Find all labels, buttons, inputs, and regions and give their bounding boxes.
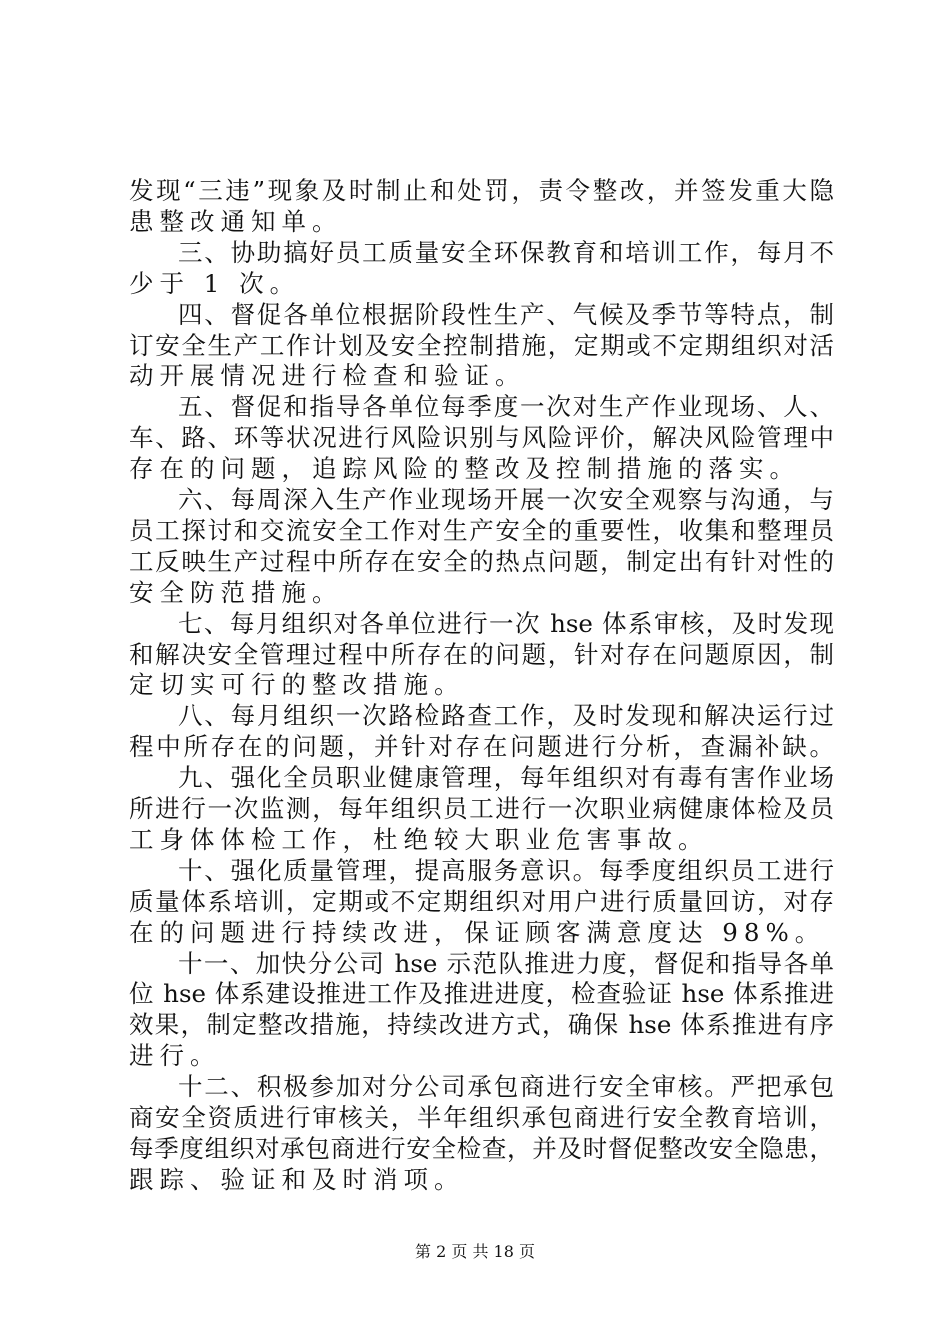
text-line: 安全防范措施。 xyxy=(129,577,343,607)
text-line: 位 hse 体系建设推进工作及推进进度，检查验证 hse 体系推进 xyxy=(129,979,834,1009)
text-line: 所进行一次监测，每年组织员工进行一次职业病健康体检及员 xyxy=(129,794,834,823)
text-line: 七、每月组织对各单位进行一次 hse 体系审核，及时发现 xyxy=(178,608,834,638)
text-line: 九、强化全员职业健康管理，每年组织对有毒有害作业场 xyxy=(178,763,834,793)
text-line: 车、路、环等状况进行风险识别与风险评价，解决风险管理中 xyxy=(129,423,834,453)
text-line: 商安全资质进行审核关，半年组织承包商进行安全教育培训， xyxy=(129,1103,834,1132)
text-line: 工身体体检工作，杜绝较大职业危害事故。 xyxy=(129,824,709,854)
text-line: 质量体系培训，定期或不定期组织对用户进行质量回访，对存 xyxy=(129,886,834,916)
text-line: 三、协助搞好员工质量安全环保教育和培训工作，每月不 xyxy=(178,237,834,267)
text-line: 跟踪、验证和及时消项。 xyxy=(129,1164,465,1194)
text-line: 少于 1 次。 xyxy=(129,268,301,298)
text-line: 存在的问题，追踪风险的整改及控制措施的落实。 xyxy=(129,454,800,484)
text-line: 在的问题进行持续改进，保证顾客满意度达 98%。 xyxy=(129,917,826,947)
text-line: 六、每周深入生产作业现场开展一次安全观察与沟通，与 xyxy=(178,485,834,514)
text-line: 十二、积极参加对分公司承包商进行安全审核。严把承包 xyxy=(178,1072,834,1102)
text-line: 十、强化质量管理，提高服务意识。每季度组织员工进行 xyxy=(178,855,834,885)
text-line: 和解决安全管理过程中所存在的问题，针对存在问题原因，制 xyxy=(129,639,834,669)
text-line: 定切实可行的整改措施。 xyxy=(129,670,465,700)
text-line: 程中所存在的问题，并针对存在问题进行分析，查漏补缺。 xyxy=(129,732,834,762)
text-line: 员工探讨和交流安全工作对生产安全的重要性，收集和整理员 xyxy=(129,515,834,545)
text-line: 发现“三违”现象及时制止和处罚，责令整改，并签发重大隐 xyxy=(129,176,834,205)
page-footer: 第 2 页 共 18 页 xyxy=(415,1242,535,1261)
text-line: 五、督促和指导各单位每季度一次对生产作业现场、人、 xyxy=(178,392,834,422)
text-line: 动开展情况进行检查和验证。 xyxy=(129,361,526,391)
text-line: 效果，制定整改措施，持续改进方式，确保 hse 体系推进有序 xyxy=(129,1010,834,1040)
text-line: 进行。 xyxy=(129,1041,221,1071)
text-line: 订安全生产工作计划及安全控制措施，定期或不定期组织对活 xyxy=(129,330,834,360)
text-line: 患整改通知单。 xyxy=(129,206,343,236)
text-line: 十一、加快分公司 hse 示范队推进力度，督促和指导各单 xyxy=(178,948,834,978)
text-line: 每季度组织对承包商进行安全检查，并及时督促整改安全隐患， xyxy=(129,1133,834,1163)
text-line: 八、每月组织一次路检路查工作，及时发现和解决运行过 xyxy=(178,701,834,731)
text-line: 工反映生产过程中所存在安全的热点问题，制定出有针对性的 xyxy=(129,546,834,576)
text-line: 四、督促各单位根据阶段性生产、气候及季节等特点，制 xyxy=(178,299,834,329)
